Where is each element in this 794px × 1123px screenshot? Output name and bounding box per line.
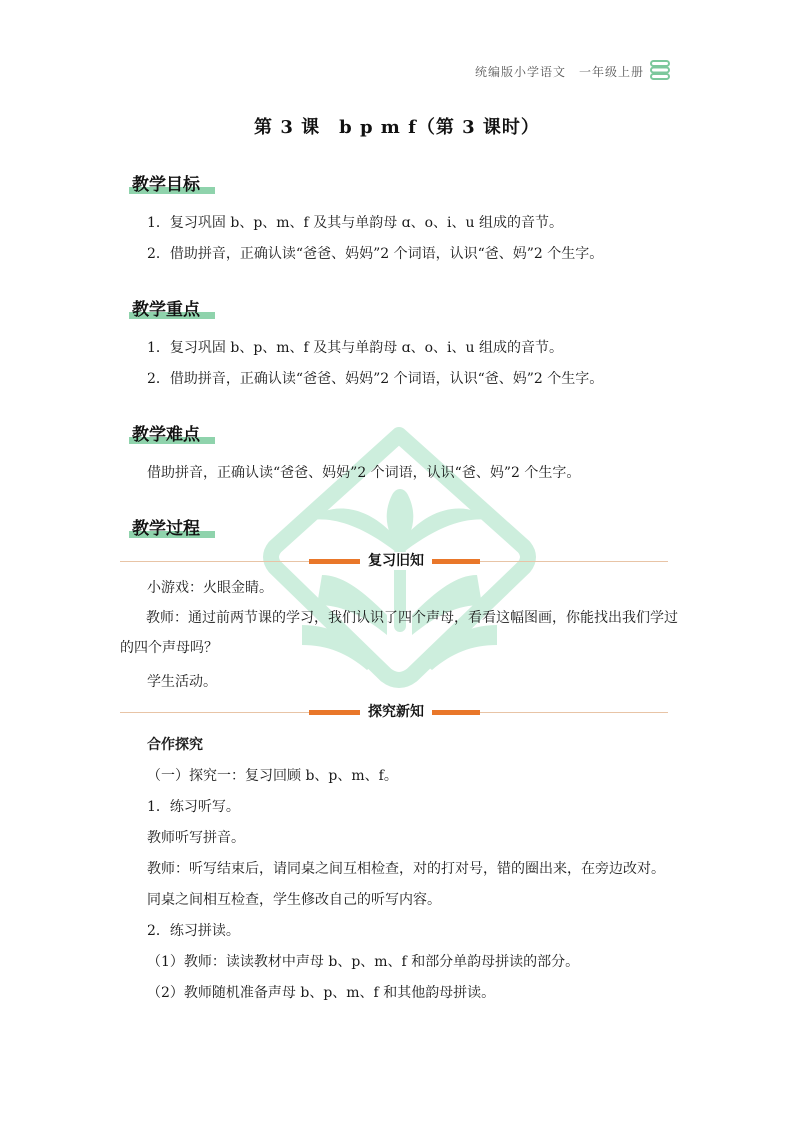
section-process: [129, 514, 221, 539]
explore-line-1: （一）探究一：复习回顾 b、p、m、f。: [147, 768, 398, 784]
review-teacher: 教师：通过前两节课的学习，我们认识了四个声母，看看这幅图画，你能找出我们学过的四个声母吗？: [120, 610, 678, 656]
difficulty-item-1: 借助拼音，正确认读“爸爸、妈妈”2 个词语，认识“爸、妈”2 个生字。: [147, 465, 581, 481]
goal-item-2: 2．借助拼音，正确认读“爸爸、妈妈”2 个词语，认识“爸、妈”2 个生字。: [147, 246, 604, 262]
explore-subheading: 合作探究: [147, 737, 203, 753]
divider-label-explore: 探究新知: [360, 703, 432, 721]
explore-line-3: 教师听写拼音。: [147, 830, 245, 846]
divider-label-review: 复习旧知: [360, 552, 432, 570]
goal-item-1: 1．复习巩固 b、p、m、f 及其与单韵母 ɑ、o、i、u 组成的音节。: [147, 215, 563, 231]
review-activity: 学生活动。: [147, 674, 217, 690]
explore-line-6: 2．练习拼读。: [147, 923, 240, 939]
divider-bar-left: [309, 559, 363, 564]
header-text: 统编版小学语文 一年级上册: [474, 65, 644, 79]
explore-line-2: 1．练习听写。: [147, 799, 240, 815]
explore-line-7: （1）教师：读读教材中声母 b、p、m、f 和部分单韵母拼读的部分。: [147, 954, 580, 970]
page-title: 第 3 课 b p m f（第 3 课时）: [254, 117, 540, 138]
section-goals: [129, 170, 221, 195]
section-key-points: [129, 295, 221, 320]
section-heading: 教学难点: [132, 425, 200, 445]
divider-bar-right: [429, 710, 480, 715]
section-heading: 教学重点: [132, 300, 200, 320]
explore-line-4: 教师：听写结束后，请同桌之间互相检查，对的打对号，错的圈出来，在旁边改对。: [147, 861, 665, 877]
section-difficulties: [129, 420, 221, 445]
section-heading: 教学过程: [132, 519, 200, 539]
explore-line-8: （2）教师随机准备声母 b、p、m、f 和其他韵母拼读。: [147, 985, 496, 1001]
book-stack-icon: [650, 60, 670, 80]
review-game: 小游戏：火眼金睛。: [147, 580, 273, 596]
key-point-item-2: 2．借助拼音，正确认读“爸爸、妈妈”2 个词语，认识“爸、妈”2 个生字。: [147, 371, 604, 387]
explore-line-5: 同桌之间相互检查，学生修改自己的听写内容。: [147, 892, 441, 908]
divider-bar-right: [429, 559, 480, 564]
divider-bar-left: [309, 710, 363, 715]
key-point-item-1: 1．复习巩固 b、p、m、f 及其与单韵母 ɑ、o、i、u 组成的音节。: [147, 340, 563, 356]
section-heading: 教学目标: [132, 175, 200, 195]
